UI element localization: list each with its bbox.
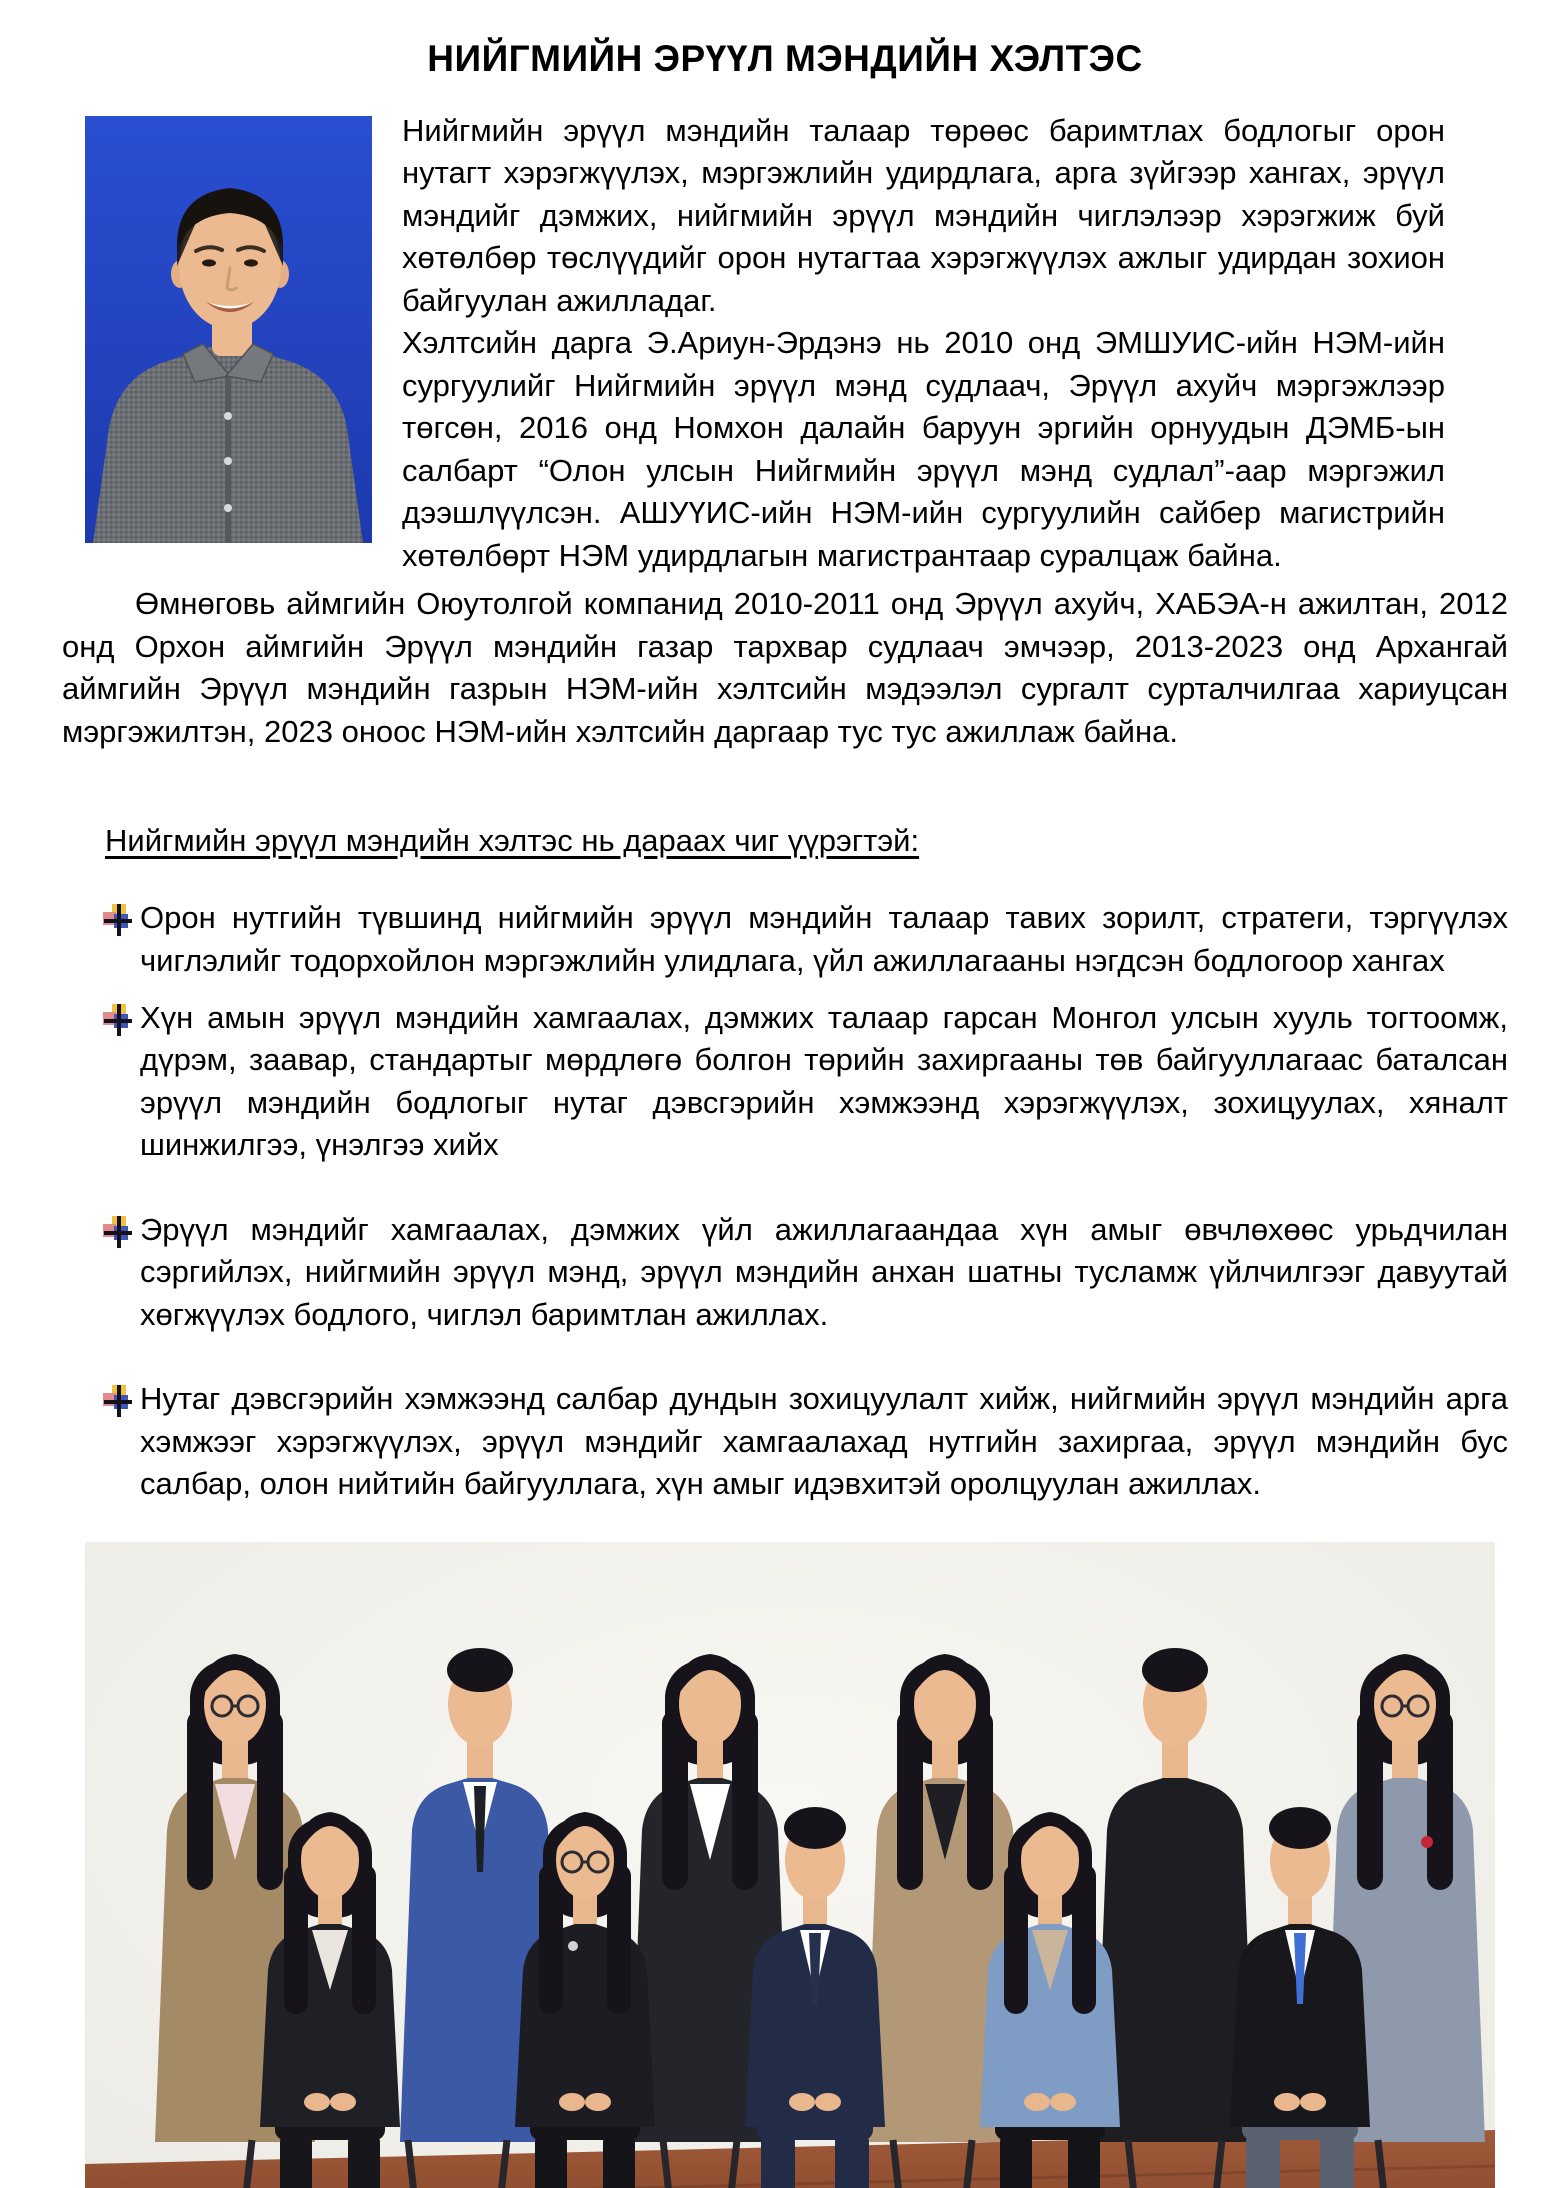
arrow-cross-bullet-icon [103, 1216, 133, 1250]
list-item [140, 1378, 1508, 1505]
list-item [140, 897, 1508, 982]
duty-text: Эрүүл мэндийг хамгаалах, дэмжих үйл ажиллагаандаа хүн амыг өвчлөхөөс урьдчилан сэргийлэх, нийгмийн эрүүл мэнд, эрүүл мэндийн анхан шатны тусламж үйлчилгээг давуутай хөгжүүлэх бодлого, чиглэл баримтлан ажиллах. [140, 1211, 1508, 1332]
duties-heading: Нийгмийн эрүүл мэндийн хэлтэс нь дараах чиг үүрэгтэй: [105, 823, 920, 859]
list-item [140, 997, 1508, 1167]
list-item [140, 1209, 1508, 1336]
arrow-cross-bullet-icon [103, 1385, 133, 1419]
duty-text: Хүн амын эрүүл мэндийн хамгаалах, дэмжих талаар гарсан Монгол улсын хууль тогтоомж, дүрэм, заавар, стандартыг мөрдлөгө болгон төрийн захиргааны төв байгууллагаас баталсан эрүүл мэндийн бодлогыг нутаг дэвсгэрийн хэмжээнд хэрэгжүүлэх, зохицуулах, хяналт шинжилгээ, үнэлгээ хийх [140, 999, 1508, 1163]
duties-list [62, 897, 1508, 1506]
director-portrait-photo [85, 116, 372, 543]
intro-section [62, 110, 1508, 577]
intro-paragraph-1: Нийгмийн эрүүл мэндийн талаар төрөөс баримтлах бодлогыг орон нутагт хэрэгжүүлэх, мэргэжлийн удирдлага, арга зүйгээр хангах, эрүүл мэндийг дэмжих, нийгмийн эрүүл мэндийн чиглэлээр хэрэгжиж буй хөтөлбөр төслүүдийг орон нутагтаа хэрэгжүүлэх ажлыг удирдан зохион байгуулан ажилладаг. [402, 113, 1445, 318]
team-group-photo [85, 1542, 1495, 2188]
arrow-cross-bullet-icon [103, 1004, 133, 1038]
intro-paragraph-3: Өмнөговь аймгийн Оюутолгой компанид 2010-2011 онд Эрүүл ахуйч, ХАБЭА-н ажилтан, 2012 онд Орхон аймгийн Эрүүл мэндийн газар тархвар судлаач эмчээр, 2013-2023 онд Архангай аймгийн Эрүүл мэндийн газрын НЭМ-ийн хэлтсийн мэдээлэл сургалт сурталчилгаа хариуцсан мэргэжилтэн, 2023 оноос НЭМ-ийн хэлтсийн даргаар тус тус ажиллаж байна. [62, 586, 1508, 749]
page-title: НИЙГМИЙН ЭРҮҮЛ МЭНДИЙН ХЭЛТЭС [427, 38, 1143, 79]
duty-text: Нутаг дэвсгэрийн хэмжээнд салбар дундын зохицуулалт хийж, нийгмийн эрүүл мэндийн арга хэмжээг хэрэгжүүлэх, эрүүл мэндийг хамгаалахад нутгийн захиргаа, эрүүл мэндийн бус салбар, олон нийтийн байгууллага, хүн амыг идэвхитэй оролцуулан ажиллах. [140, 1381, 1508, 1502]
intro-paragraph-2: Хэлтсийн дарга Э.Ариун-Эрдэнэ нь 2010 онд ЭМШУИС-ийн НЭМ-ийн сургуулийг Нийгмийн эрүүл мэнд судлаач, Эрүүл ахуйч мэргэжлээр төгсөн, 2016 онд Номхон далайн баруун эргийн орнуудын ДЭМБ-ын салбарт “Олон улсын Нийгмийн эрүүл мэнд судлал”-аар мэргэжил дээшлүүлсэн. АШУҮИС-ийн НЭМ-ийн сургуулийн сайбер магистрийн хөтөлбөрт НЭМ удирдлагын магистрантаар суралцаж байна. [402, 325, 1445, 573]
arrow-cross-bullet-icon [103, 904, 133, 938]
duty-text: Орон нутгийн түвшинд нийгмийн эрүүл мэндийн талаар тавих зорилт, стратеги, тэргүүлэх чиглэлийг тодорхойлон мэргэжлийн улидлага, үйл ажиллагааны нэгдсэн бодлогоор хангах [140, 900, 1508, 978]
